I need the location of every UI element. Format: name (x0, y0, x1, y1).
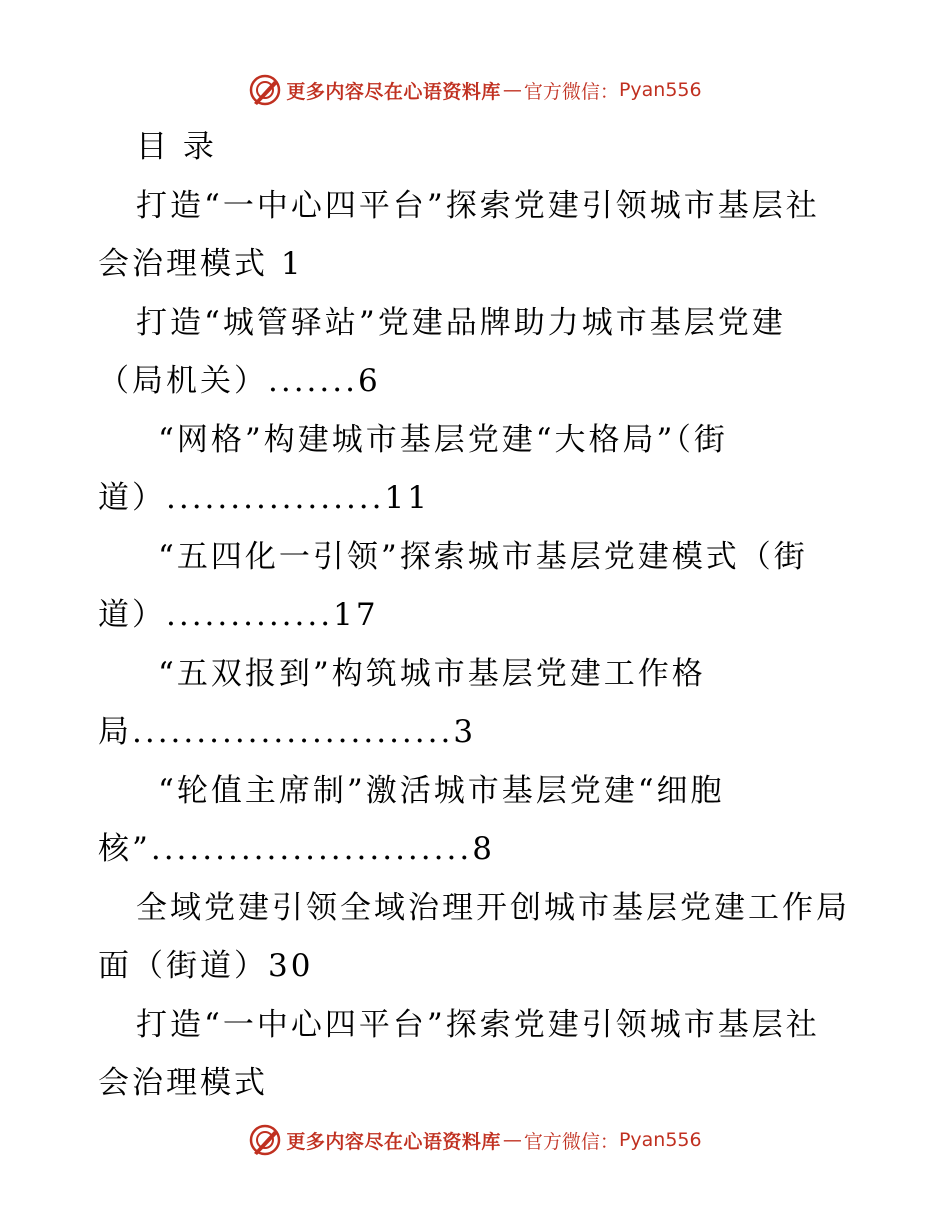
toc-entry-line: “五四化一引领”探索城市基层党建模式（街 (158, 538, 808, 575)
banner-wechat-label: 官方微信： (523, 1130, 619, 1153)
footer-watermark-banner (0, 1120, 950, 1160)
pen-logo-icon (248, 73, 282, 107)
toc-entry-line: 面（街道）30 (98, 948, 314, 984)
banner-separator: — (502, 1129, 522, 1151)
toc-entry-line: 会治理模式 1 (98, 246, 304, 282)
toc-entry-line: 全域党建引领全域治理开创城市基层党建工作局 (136, 889, 850, 926)
toc-entry-line: 局.........................3 (98, 714, 477, 750)
toc-entry-line: 道）.................11 (98, 480, 430, 516)
toc-entry-line: 道）.............17 (98, 597, 379, 633)
banner-text: 更多内容尽在心语资料库 (286, 1130, 501, 1153)
toc-entry-line: （局机关）.......6 (98, 363, 381, 399)
banner-wechat-id: Pyan556 (618, 1129, 702, 1151)
table-of-contents (98, 118, 868, 1113)
toc-entry-line: 打造“城管驿站”党建品牌助力城市基层党建 (136, 304, 786, 341)
section-heading-line: 会治理模式 (98, 1065, 268, 1101)
pen-logo-icon (248, 1123, 282, 1157)
banner-text: 更多内容尽在心语资料库 (286, 80, 501, 103)
banner-wechat-label: 官方微信： (523, 80, 619, 103)
toc-entry-line: “五双报到”构筑城市基层党建工作格 (158, 655, 706, 692)
header-watermark-banner (0, 70, 950, 110)
banner-wechat-id: Pyan556 (618, 79, 702, 101)
banner-separator: — (502, 79, 522, 101)
toc-entry-line: 打造“一中心四平台”探索党建引领城市基层社 (136, 187, 820, 224)
toc-entry-line: “网格”构建城市基层党建“大格局”（街 (158, 421, 728, 458)
toc-entry-line: “轮值主席制”激活城市基层党建“细胞 (158, 772, 725, 809)
toc-entry-line: 核”.........................8 (98, 831, 495, 867)
section-heading-line: 打造“一中心四平台”探索党建引领城市基层社 (136, 1006, 820, 1043)
toc-title: 目 录 (136, 129, 217, 165)
